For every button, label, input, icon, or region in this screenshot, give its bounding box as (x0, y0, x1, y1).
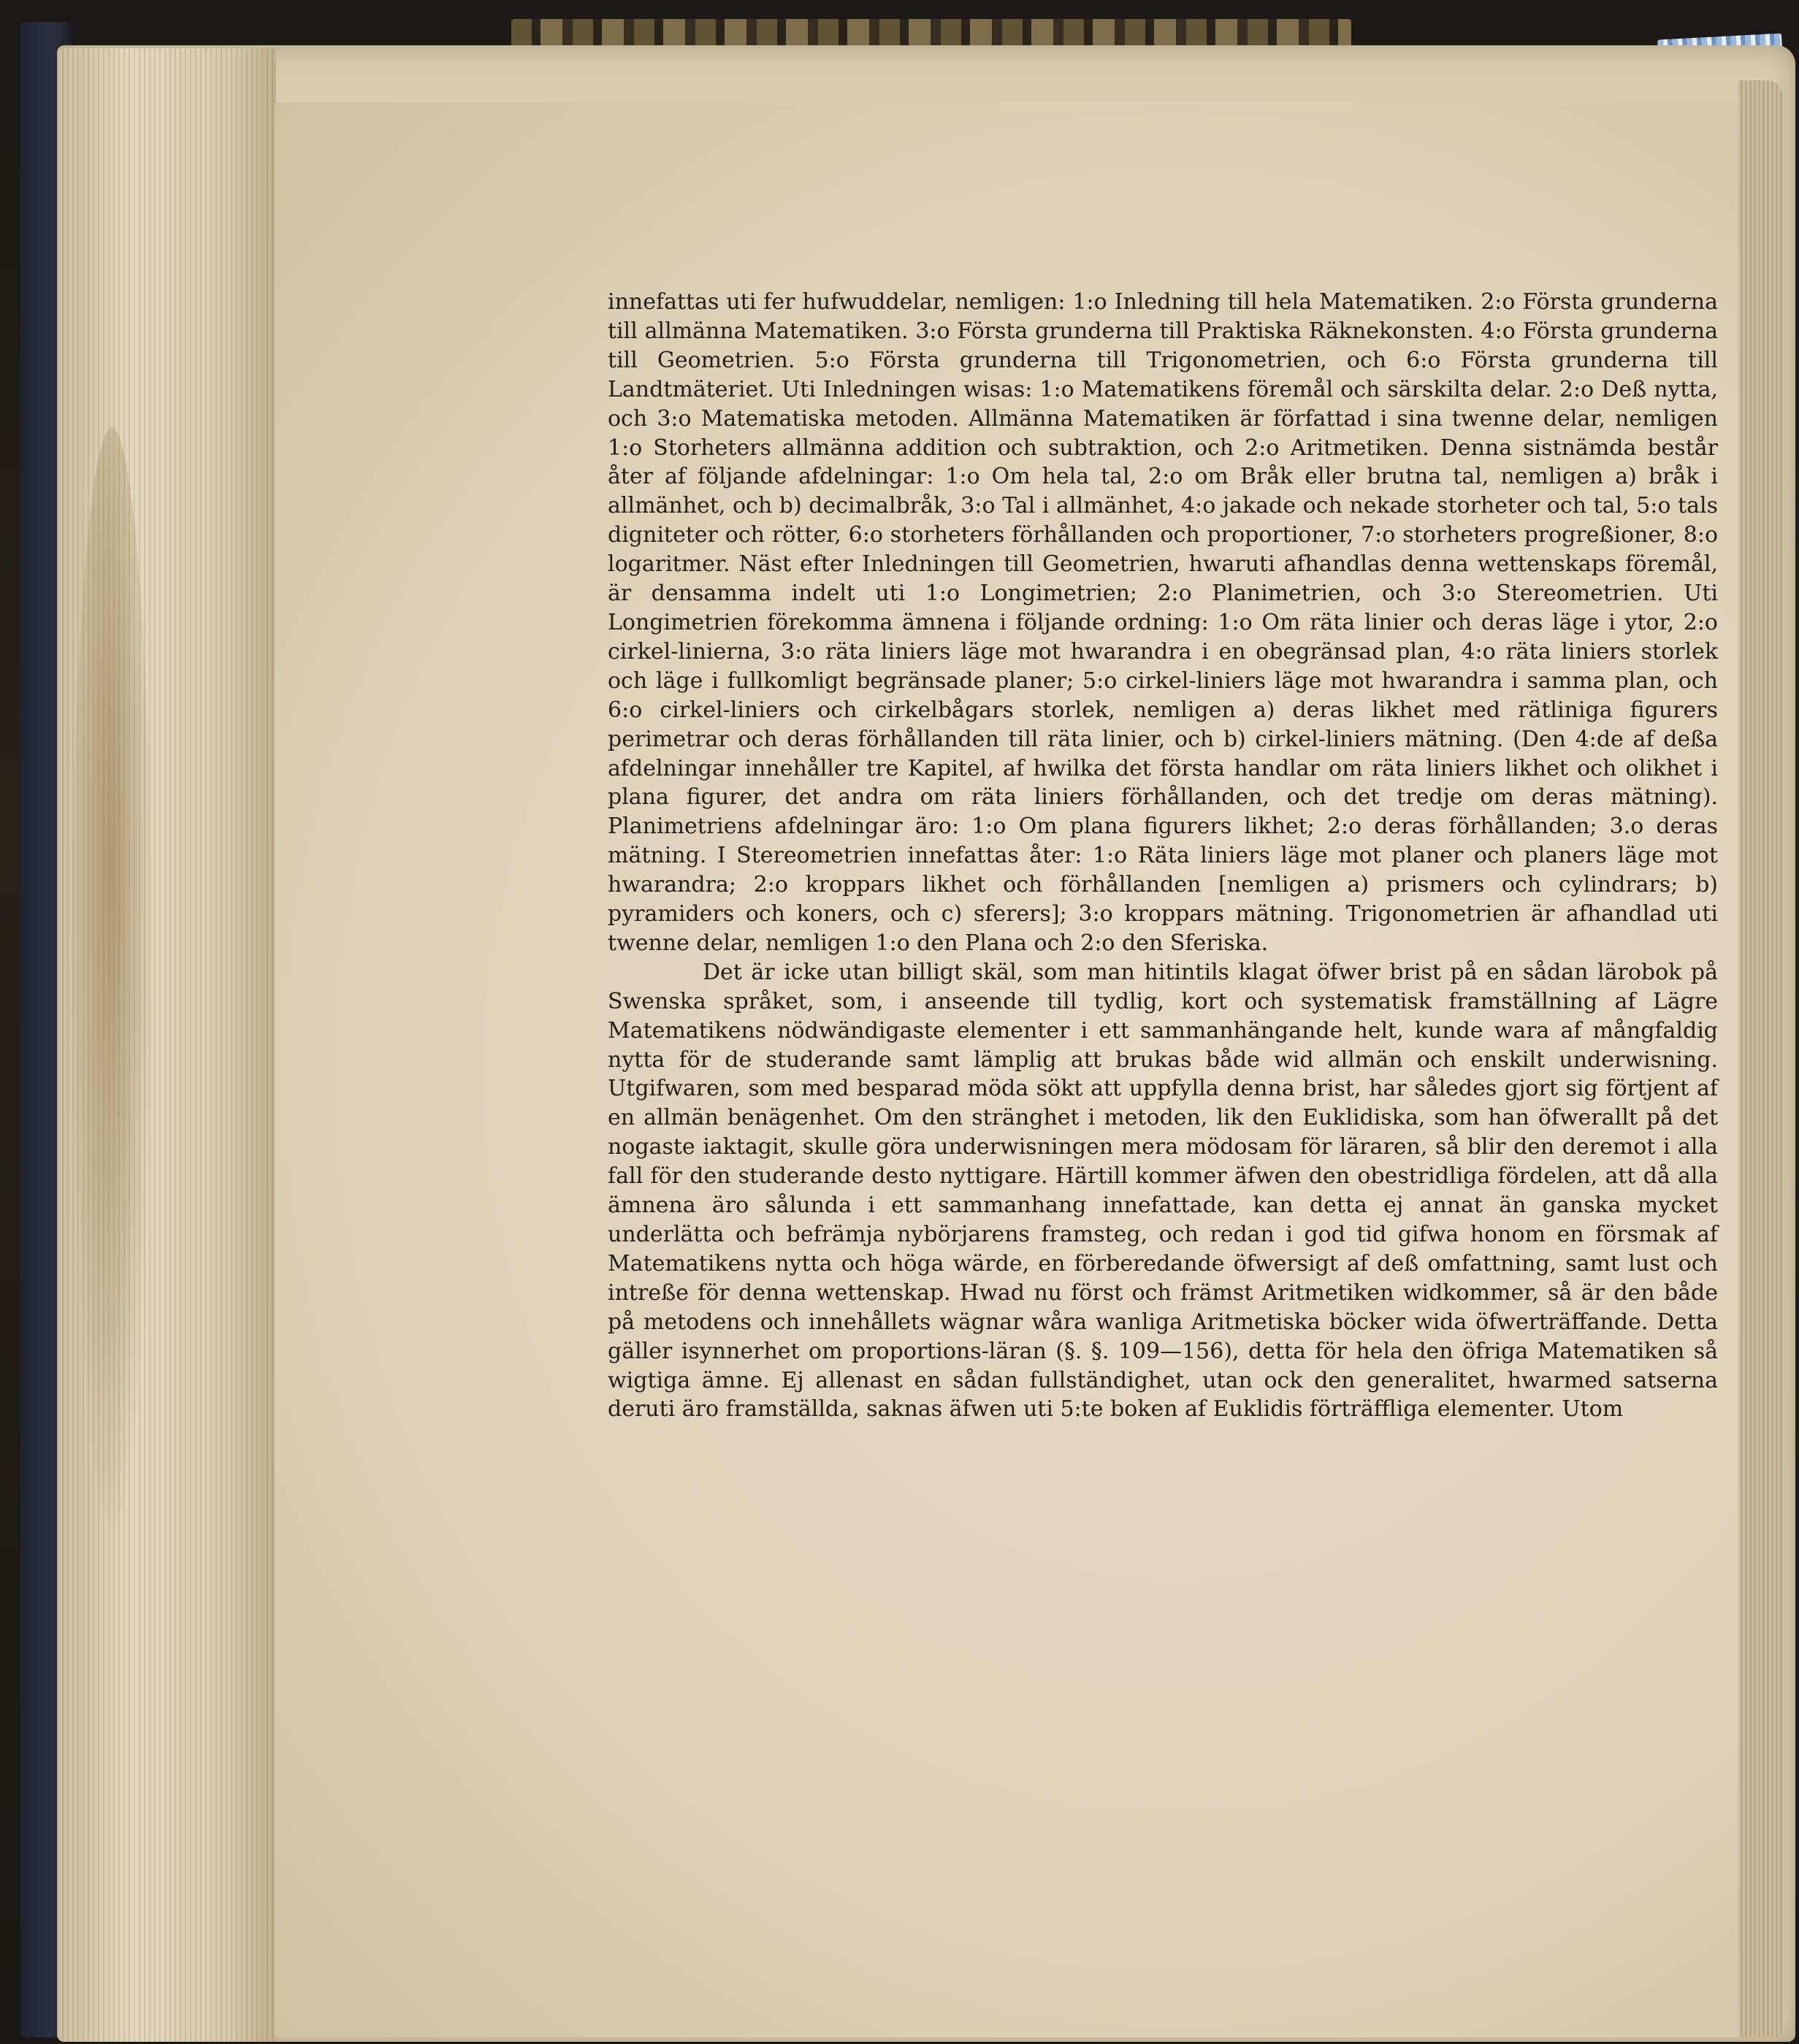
water-stain (72, 428, 152, 1523)
paragraph: innefattas uti fer hufwuddelar, nemligen: 1:o Inledning till hela Matematiken. 2:o Första grunderna till allmänna Matematiken. 3:o Första grunderna till Praktiska Räknekonsten. 4:o Första grunderna till Geometrien. 5:o Första grunderna till Trigonometrien, och 6:o Första grunderna till Landtmäteriet. Uti Inledningen wisas: 1:o Matematikens föremål och särskilta delar. 2:o Deß nytta, och 3:o Matematiska metoden. Allmänna Matematiken är författad i sina twenne delar, nemligen 1:o Storheters allmänna addition och subtraktion, och 2:o Aritmetiken. Denna sistnämda består åter af följande afdelningar: 1:o Om hela tal, 2:o om Bråk eller brutna tal, nemligen a) bråk i allmänhet, och b) decimalbråk, 3:o Tal i allmänhet, 4:o jakade och nekade storheter och tal, 5:o tals digniteter och rötter, 6:o storheters förhållanden och proportioner, 7:o storheters progreßioner, 8:o logaritmer. Näst efter Inledningen till Geometrien, hwaruti afhandlas denna wettenskaps föremål, är densamma indelt uti 1:o Longimetrien; 2:o Planimetrien, och 3:o Stereometrien. Uti Longimetrien förekomma ämnena i följande ordning: 1:o Om räta linier och deras läge i ytor, 2:o cirkel-linierna, 3:o räta liniers läge mot hwarandra i en obegränsad plan, 4:o räta liniers storlek och läge i fullkomligt begränsade planer; 5:o cirkel-liniers läge mot hwarandra i samma plan, och 6:o cirkel-liniers och cirkelbågars storlek, nemligen a) deras likhet med rätliniga figurers perimetrar och deras förhållanden till räta linier, och b) cirkel-liniers mätning. (Den 4:de af deßa afdelningar innehåller tre Kapitel, af hwilka det första handlar om räta liniers likhet och olikhet i plana figurer, det andra om räta liniers förhållanden, och det tredje om deras mätning). Planimetriens afdelningar äro: 1:o Om plana figurers likhet; 2:o deras förhållanden; 3.o deras mätning. I Stereometrien innefattas åter: 1:o Räta liniers läge mot planer och planers läge mot hwarandra; 2:o kroppars likhet och förhållanden [nemligen a) prismers och cylindrars; b) pyramiders och koners, och c) sferers]; 3:o kroppars mätning. Trigonometrien är afhandlad uti twenne delar, nemligen 1:o den Plana och 2:o den Sferiska. (608, 289, 1718, 956)
page-fore-edge (1738, 80, 1782, 2037)
page-text (608, 288, 1718, 1424)
page-stack-edge (57, 48, 276, 2042)
paragraph: Det är icke utan billigt skäl, som man hitintils klagat öfwer brist på en sådan lärobok på Swenska språket, som, i anseende till tydlig, kort och systematisk framställning af Lägre Matematikens nödwändigaste elementer i ett sammanhängande helt, kunde wara af mångfaldig nytta för de studerande samt lämplig att brukas både wid allmän och enskilt underwisning. Utgifwaren, som med besparad möda sökt att uppfylla denna brist, har således gjort sig förtjent af en allmän benägenhet. Om den stränghet i metoden, lik den Euklidiska, som han öfwerallt på det nogaste iaktagit, skulle göra underwisningen mera mödosam för läraren, så blir den deremot i alla fall för den studerande desto nyttigare. Härtill kommer äfwen den obestridliga fördelen, att då alla ämnena äro sålunda i ett sammanhang innefattade, kan detta ej annat än ganska mycket underlätta och befrämja nybörjarens framsteg, och redan i god tid gifwa honom en försmak af Matematikens nytta och höga wärde, en förberedande öfwersigt af deß omfattning, samt lust och intreße för denna wettenskap. Hwad nu först och främst Aritmetiken widkommer, så är den både på metodens och innehållets wägnar wåra wanliga Aritmetiska böcker wida öfwerträffande. Detta gäller isynnerhet om proportions-läran (§. §. 109—156), detta för hela den öfriga Matematiken så wigtiga ämne. Ej allenast en sådan fullständighet, utan ock den generalitet, hwarmed satserna deruti äro framställda, saknas äfwen uti 5:te boken af Euklidis förträffliga elementer. Utom (608, 959, 1718, 1423)
